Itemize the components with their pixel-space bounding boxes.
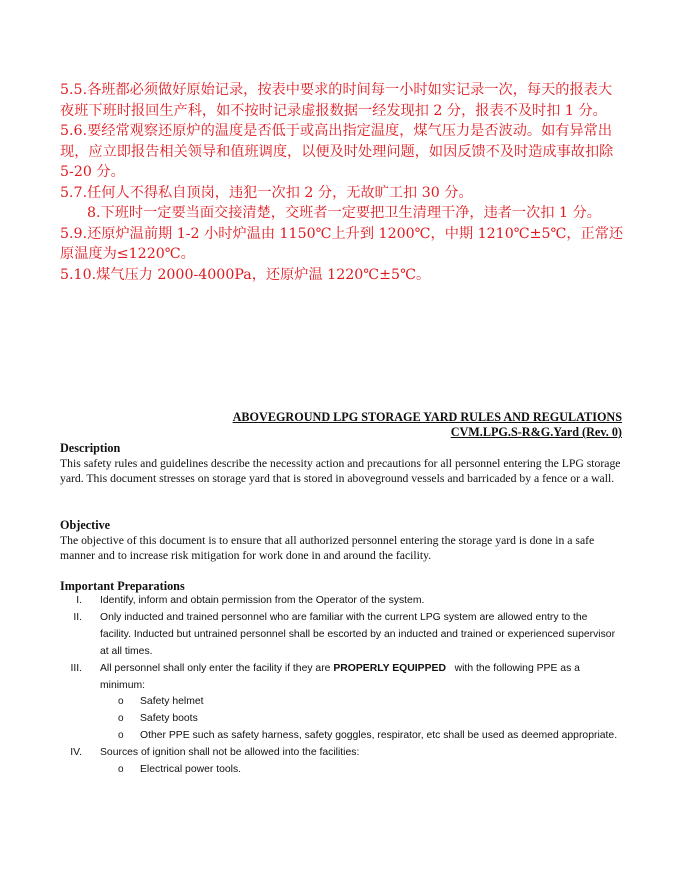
- list-item: [60, 593, 620, 610]
- preparations-heading: Important Preparations: [60, 579, 185, 593]
- ppe-item: [60, 694, 620, 711]
- rule-5-6: 5.6.要经常观察还原炉的温度是否低于或高出指定温度，煤气压力是否波动。如有异常出现，应立即报告相关领导和值班调度，以便及时处理问题，如因反馈不及时造成事故扣除 5-20 分。: [60, 123, 614, 180]
- item-text: Identify, inform and obtain permission from the Operator of the system.: [100, 595, 425, 606]
- ppe-text: Safety helmet: [140, 696, 204, 708]
- description-section: [60, 441, 622, 487]
- objective-heading: Objective: [60, 518, 111, 532]
- rule-8: 8.下班时一定要当面交接清楚，交班者一定要把卫生清理干净，违者一次扣 1 分。: [87, 205, 601, 221]
- english-document-header: [60, 410, 622, 440]
- list-item: [60, 610, 620, 661]
- ppe-item: [60, 728, 620, 745]
- item-number: IV.: [70, 747, 82, 759]
- rule-5-9: 5.9.还原炉温前期 1-2 小时炉温由 1150℃上升到 1200℃，中期 1210℃±5℃，正常还原温度为≤1220℃。: [60, 225, 624, 262]
- item-text-continued: with the following PPE as a minimum:: [100, 662, 583, 691]
- description-heading: Description: [60, 441, 121, 455]
- ignition-text: Electrical power tools.: [140, 764, 242, 776]
- document-title: ABOVEGROUND LPG STORAGE YARD RULES AND REGULATIONS: [232, 410, 622, 424]
- objective-section: [60, 518, 622, 564]
- rule-5-5: 5.5.各班都必须做好原始记录，按表中要求的时间每一小时如实记录一次，每天的报表大夜班下班时报回生产科，如不按时记录虚报数据一经发现扣 2 分，报表不及时扣 1 分。: [60, 82, 613, 119]
- description-text: This safety rules and guidelines describe the necessity action and precautions for all personnel entering the LPG storage yard. This document stresses on storage yard that is stored in aboveground vessels and barricaded by a fence or a wall.: [60, 457, 621, 486]
- item-number: I.: [76, 595, 82, 606]
- bullet-icon: o: [118, 713, 124, 725]
- bullet-icon: o: [118, 696, 124, 708]
- rule-5-7: 5.7.任何人不得私自顶岗，违犯一次扣 2 分，无故旷工扣 30 分。: [60, 184, 473, 201]
- item-text: Sources of ignition shall not be allowed into the facilities:: [100, 747, 360, 759]
- ppe-text: Safety boots: [140, 713, 198, 725]
- objective-text: The objective of this document is to ensure that all authorized personnel entering the storage yard is done in a safe manner and to increase risk mitigation for work done in and around the facility.: [60, 534, 595, 563]
- rule-5-10: 5.10.煤气压力 2000-4000Pa，还原炉温 1220℃±5℃。: [60, 266, 431, 283]
- preparations-section: [60, 579, 622, 594]
- document-code: CVM.LPG.S-R&G.Yard (Rev. 0): [450, 425, 622, 439]
- item-text: Only inducted and trained personnel who are familiar with the current LPG system are allowed entry to the facility. Inducted but untrained personnel shall be escorted by an inducted and trained or experienced supervisor at all times.: [100, 611, 616, 657]
- list-item: [60, 661, 620, 695]
- ignition-item: [60, 762, 620, 779]
- preparations-list: [60, 593, 620, 779]
- item-number: II.: [73, 611, 82, 623]
- ppe-text: Other PPE such as safety harness, safety goggles, respirator, etc shall be used as deemed appropriate.: [140, 730, 618, 742]
- item-number: III.: [70, 662, 82, 674]
- list-item: [60, 745, 620, 762]
- chinese-rules-section: [60, 80, 626, 285]
- ppe-item: [60, 711, 620, 728]
- bullet-icon: o: [118, 764, 124, 776]
- item-text: All personnel shall only enter the facility if they are: [100, 662, 334, 674]
- item-emphasis: PROPERLY EQUIPPED: [333, 662, 446, 674]
- bullet-icon: o: [118, 730, 124, 742]
